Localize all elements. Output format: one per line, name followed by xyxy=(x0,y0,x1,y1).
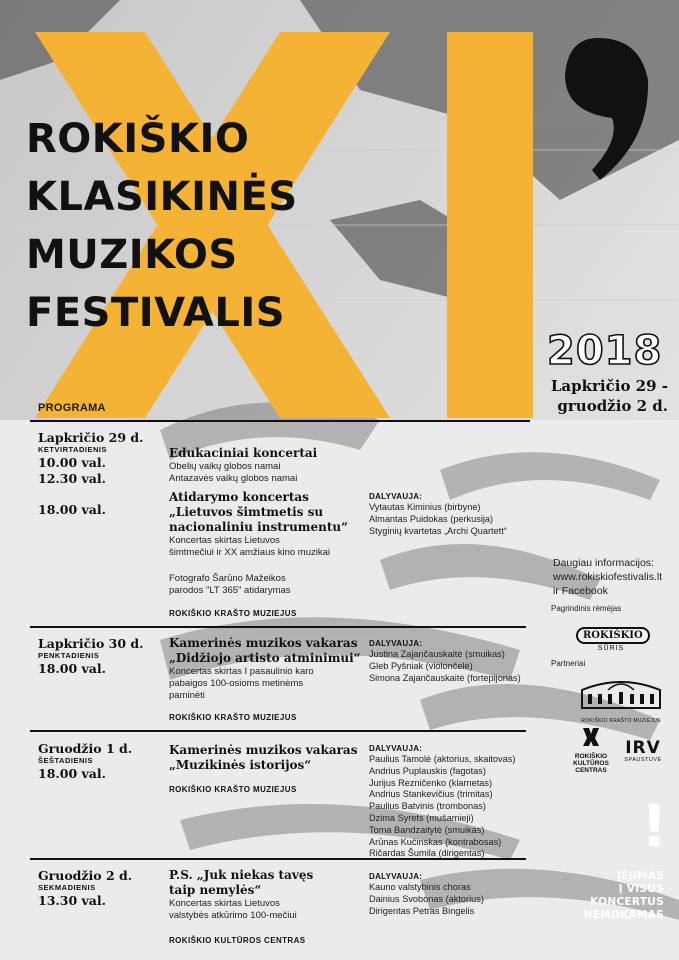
museum-caption: ROKIŠKIO KRAŠTO MUZIEJUS xyxy=(581,718,661,724)
event-title: „Didžiojo artisto atminimui“ xyxy=(169,651,361,665)
participants xyxy=(369,491,549,537)
participant: Vytautas Kiminius (birbyne) xyxy=(369,502,481,512)
participant: Arūnas Kučinskas (kontrabosas) xyxy=(369,836,502,847)
entry-line: ĮĖJIMAS xyxy=(616,870,664,882)
day-date: Gruodžio 2 d. xyxy=(38,868,133,883)
participant: Jurijus Rezničenko (klarnetas) xyxy=(369,777,493,788)
day-header xyxy=(38,869,132,909)
participant: Andrius Stankevičius (trimitas) xyxy=(369,789,493,800)
participant: Dirigentas Petras Bingelis xyxy=(369,905,475,916)
day-date: Lapkričio 30 d. xyxy=(38,636,144,651)
culture-logo-line: CENTRAS xyxy=(575,767,607,774)
participants-label: DALYVAUJA: xyxy=(369,639,423,648)
event-time: 18.00 val. xyxy=(38,766,106,781)
day-header xyxy=(38,431,144,487)
more-info xyxy=(553,556,662,598)
day-weekday: PENKTADIENIS xyxy=(38,651,100,660)
event-title: P.S. „Juk niekas tavęs xyxy=(169,868,314,882)
culture-logo-line: KULTŪROS xyxy=(573,760,609,767)
day-weekday: ŠEŠTADIENIS xyxy=(38,756,93,765)
participants-label: DALYVAUJA: xyxy=(369,744,423,753)
event-line: Fotografo Šarūno Mažeikos xyxy=(169,573,286,584)
event-title: taip nemylės“ xyxy=(169,883,262,897)
divider xyxy=(30,626,526,628)
event-line: parodos "LT 365" atidarymas xyxy=(169,585,291,596)
divider xyxy=(30,730,526,732)
divider xyxy=(30,420,530,422)
event-title: Kamerinės muzikos vakaras xyxy=(169,743,358,757)
entry-line: NEMOKAMAS xyxy=(583,909,664,921)
event-line: paminėti xyxy=(169,690,205,701)
participant: Kauno valstybinis choras xyxy=(369,882,471,892)
participant: Andrius Puplauskis (fagotas) xyxy=(369,765,486,776)
event-venue: ROKIŠKIO KRAŠTO MUZIEJUS xyxy=(169,713,297,722)
event-line: Koncertas skirtas Lietuvos xyxy=(169,898,280,909)
sponsor-label: Pagrindinis rėmėjas xyxy=(551,604,622,613)
culture-centre-icon xyxy=(579,726,603,748)
event-block xyxy=(169,868,379,922)
participants xyxy=(369,871,549,917)
event-time: 18.00 val. xyxy=(38,661,106,676)
event-line: valstybės atkūrimo 100-mečiui xyxy=(169,910,297,921)
event-title: „Lietuvos šimtmetis su xyxy=(169,505,324,519)
event-time: 12.30 val. xyxy=(38,471,106,486)
participants xyxy=(369,638,549,684)
title-line: KLASIKINĖS xyxy=(26,174,298,220)
participant: Paulius Tamolė (aktorius, skaitovas) xyxy=(369,754,516,764)
museum-logo xyxy=(580,676,662,724)
participant: Toma Bandzaitytė (smuikas) xyxy=(369,824,485,835)
day-date: Lapkričio 29 d. xyxy=(38,430,144,445)
apostrophe-mark xyxy=(565,38,648,180)
day-time xyxy=(38,502,106,518)
participants xyxy=(369,743,549,860)
event-block xyxy=(169,743,379,773)
exclamation-icon: ! xyxy=(641,792,668,860)
event-block xyxy=(169,490,369,597)
event-title: Edukaciniai koncertai xyxy=(169,446,318,460)
programa-label: PROGRAMA xyxy=(38,402,106,414)
day-weekday: SEKMADIENIS xyxy=(38,883,96,892)
event-title: Atidarymo koncertas xyxy=(169,490,309,504)
day-header xyxy=(38,742,132,782)
participant: Dzima Syrets (mušamieji) xyxy=(369,812,474,823)
info-line: ir Facebook xyxy=(553,585,608,597)
sponsor-logo-text: ROKIŠKIO xyxy=(576,627,650,644)
event-venue: ROKIŠKIO KRAŠTO MUZIEJUS xyxy=(169,609,297,618)
title-line: MUZIKOS xyxy=(26,232,238,278)
event-line: Koncertas skirtas Lietuvos xyxy=(169,535,280,546)
event-time: 18.00 val. xyxy=(38,502,106,517)
sponsor-logo-sub: SŪRIS xyxy=(597,645,625,652)
partners-label: Partneriai xyxy=(551,659,586,668)
culture-logo-line: ROKIŠKIO xyxy=(574,753,608,760)
event-venue: ROKIŠKIO KRAŠTO MUZIEJUS xyxy=(169,785,297,794)
day-header xyxy=(38,637,144,677)
event-block xyxy=(169,446,369,485)
event-line: Obelių vaikų globos namai xyxy=(169,461,281,472)
print-logo xyxy=(620,739,666,763)
museum-building-icon xyxy=(580,676,662,712)
participant: Justina Zajančauskaitė (smuikas) xyxy=(369,649,505,659)
festival-title xyxy=(26,110,298,342)
participant: Ričardas Šumila (dirigentas) xyxy=(369,848,485,859)
event-title: „Muzikinės istorijos“ xyxy=(169,758,312,772)
event-time: 10.00 val. xyxy=(38,455,106,470)
festival-dates xyxy=(548,376,668,416)
print-logo-text: IRV xyxy=(625,738,661,758)
entry-line: KONCERTUS xyxy=(590,896,664,908)
website-link[interactable]: www.rokiskiofestivalis.lt xyxy=(553,571,663,583)
event-line: Antazavės vaikų globos namai xyxy=(169,473,298,484)
participant: Simona Zajančauskaitė (fortepijonas) xyxy=(369,672,521,683)
event-time: 13.30 val. xyxy=(38,893,106,908)
day-weekday: KETVIRTADIENIS xyxy=(38,445,107,454)
dates-line: gruodžio 2 d. xyxy=(557,397,668,415)
dates-line: Lapkričio 29 - xyxy=(550,377,668,395)
culture-centre-logo xyxy=(570,726,612,774)
event-line: pabaigos 100-osioms metinėms xyxy=(169,678,304,689)
participant: Paulius Batvinis (trombonas) xyxy=(369,801,486,812)
event-line: Koncertas skirtas I pasaulinio karo xyxy=(169,666,314,677)
event-title: nacionaliniu instrumentu“ xyxy=(169,520,349,534)
event-venue: ROKIŠKIO KULTŪROS CENTRAS xyxy=(169,936,306,945)
participants-label: DALYVAUJA: xyxy=(369,492,423,501)
festival-year: 2018 xyxy=(547,328,663,374)
participant: Dainius Svobonas (aktorius) xyxy=(369,893,484,904)
event-line: šimtmečiui ir XX amžiaus kino muzikai xyxy=(169,547,331,558)
event-block xyxy=(169,636,379,702)
sponsor-logo xyxy=(576,625,646,652)
title-line: ROKIŠKIO xyxy=(26,116,250,162)
title-line: FESTIVALIS xyxy=(26,290,286,336)
info-line: Daugiau informacijos: xyxy=(553,557,654,569)
participant: Gleb Pyšniak (violončelė) xyxy=(369,660,473,671)
participant: Almantas Puidokas (perkusija) xyxy=(369,513,494,524)
entry-line: Į VISUS xyxy=(618,883,664,895)
participant: Styginių kvartetas „Archi Quartett“ xyxy=(369,525,507,536)
print-logo-sub: SPAUSTUVĖ xyxy=(624,757,662,763)
day-date: Gruodžio 1 d. xyxy=(38,741,133,756)
free-entry-notice xyxy=(572,870,664,922)
event-title: Kamerinės muzikos vakaras xyxy=(169,636,358,650)
participants-label: DALYVAUJA: xyxy=(369,872,423,881)
i-stroke xyxy=(447,32,533,418)
